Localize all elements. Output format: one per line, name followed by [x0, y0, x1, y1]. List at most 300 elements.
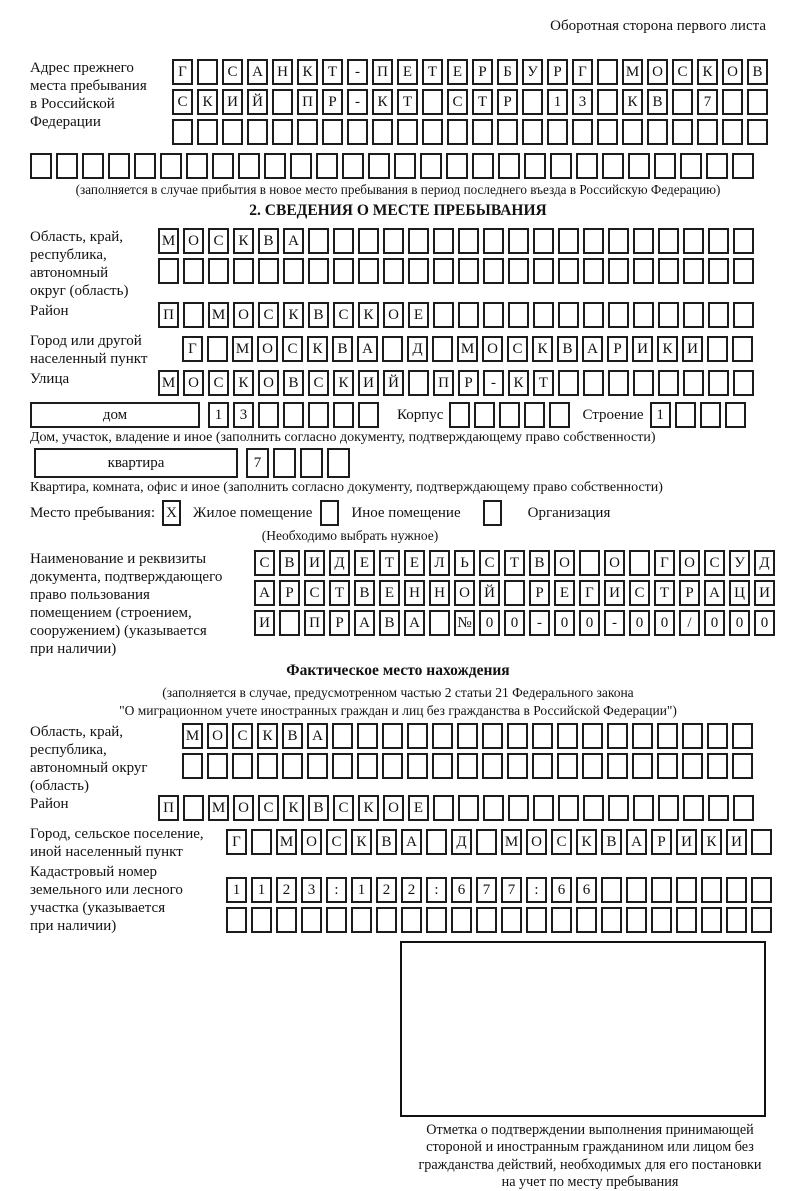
char-cell[interactable]: И: [676, 829, 697, 855]
char-cell[interactable]: [597, 59, 618, 85]
char-cell[interactable]: [633, 228, 654, 254]
char-cell[interactable]: И: [726, 829, 747, 855]
char-cell[interactable]: [283, 258, 304, 284]
char-cell[interactable]: [658, 228, 679, 254]
char-cell[interactable]: [697, 119, 718, 145]
char-cell[interactable]: [183, 302, 204, 328]
char-cell[interactable]: И: [304, 550, 325, 576]
char-cell[interactable]: С: [304, 580, 325, 606]
char-cell[interactable]: Е: [404, 550, 425, 576]
char-cell[interactable]: [433, 228, 454, 254]
char-cell[interactable]: Р: [679, 580, 700, 606]
char-cell[interactable]: [183, 795, 204, 821]
char-cell[interactable]: [732, 153, 754, 179]
char-cell[interactable]: 1: [351, 877, 372, 903]
char-cell[interactable]: [56, 153, 78, 179]
char-cell[interactable]: [426, 907, 447, 933]
char-cell[interactable]: [376, 907, 397, 933]
char-cell[interactable]: [579, 550, 600, 576]
char-cell[interactable]: [272, 119, 293, 145]
char-cell[interactable]: Д: [329, 550, 350, 576]
char-cell[interactable]: 1: [547, 89, 568, 115]
char-cell[interactable]: [701, 907, 722, 933]
char-cell[interactable]: [597, 89, 618, 115]
char-cell[interactable]: [582, 753, 603, 779]
char-cell[interactable]: К: [333, 370, 354, 396]
char-cell[interactable]: Г: [572, 59, 593, 85]
char-cell[interactable]: П: [158, 795, 179, 821]
char-cell[interactable]: [532, 753, 553, 779]
char-cell[interactable]: [476, 907, 497, 933]
char-cell[interactable]: [633, 795, 654, 821]
char-cell[interactable]: [651, 877, 672, 903]
char-cell[interactable]: С: [447, 89, 468, 115]
char-cell[interactable]: И: [754, 580, 775, 606]
char-cell[interactable]: [482, 723, 503, 749]
char-cell[interactable]: [347, 119, 368, 145]
char-cell[interactable]: Н: [272, 59, 293, 85]
char-cell[interactable]: М: [208, 795, 229, 821]
char-cell[interactable]: [522, 89, 543, 115]
char-cell[interactable]: [207, 336, 228, 362]
char-cell[interactable]: С: [222, 59, 243, 85]
char-cell[interactable]: Е: [408, 302, 429, 328]
char-cell[interactable]: [297, 119, 318, 145]
char-cell[interactable]: [732, 753, 753, 779]
char-cell[interactable]: Р: [458, 370, 479, 396]
char-cell[interactable]: [726, 907, 747, 933]
char-cell[interactable]: [701, 877, 722, 903]
char-cell[interactable]: Д: [754, 550, 775, 576]
char-cell[interactable]: Е: [447, 59, 468, 85]
char-cell[interactable]: [30, 153, 52, 179]
char-cell[interactable]: В: [601, 829, 622, 855]
char-cell[interactable]: [483, 795, 504, 821]
char-cell[interactable]: В: [279, 550, 300, 576]
char-cell[interactable]: [326, 907, 347, 933]
char-cell[interactable]: С: [208, 228, 229, 254]
char-cell[interactable]: [212, 153, 234, 179]
char-cell[interactable]: [238, 153, 260, 179]
char-cell[interactable]: [290, 153, 312, 179]
char-cell[interactable]: [108, 153, 130, 179]
char-cell[interactable]: М: [457, 336, 478, 362]
char-cell[interactable]: [457, 753, 478, 779]
char-cell[interactable]: Т: [329, 580, 350, 606]
char-cell[interactable]: [658, 302, 679, 328]
char-cell[interactable]: 0: [504, 610, 525, 636]
char-cell[interactable]: М: [182, 723, 203, 749]
char-cell[interactable]: [608, 228, 629, 254]
char-cell[interactable]: [447, 119, 468, 145]
char-cell[interactable]: У: [729, 550, 750, 576]
char-cell[interactable]: Е: [408, 795, 429, 821]
char-cell[interactable]: [407, 723, 428, 749]
char-cell[interactable]: [676, 907, 697, 933]
char-cell[interactable]: [408, 258, 429, 284]
char-cell[interactable]: [708, 258, 729, 284]
char-cell[interactable]: :: [426, 877, 447, 903]
char-cell[interactable]: С: [704, 550, 725, 576]
char-cell[interactable]: [732, 336, 753, 362]
char-cell[interactable]: П: [297, 89, 318, 115]
char-cell[interactable]: [172, 119, 193, 145]
char-cell[interactable]: [622, 119, 643, 145]
char-cell[interactable]: [316, 153, 338, 179]
char-cell[interactable]: [607, 723, 628, 749]
char-cell[interactable]: [583, 302, 604, 328]
char-cell[interactable]: [420, 153, 442, 179]
char-cell[interactable]: О: [183, 228, 204, 254]
char-cell[interactable]: А: [357, 336, 378, 362]
char-cell[interactable]: [597, 119, 618, 145]
char-cell[interactable]: [383, 228, 404, 254]
char-cell[interactable]: М: [158, 370, 179, 396]
char-cell[interactable]: [197, 119, 218, 145]
char-cell[interactable]: [426, 829, 447, 855]
char-cell[interactable]: :: [326, 877, 347, 903]
char-cell[interactable]: О: [233, 302, 254, 328]
char-cell[interactable]: [300, 448, 323, 478]
char-cell[interactable]: [408, 370, 429, 396]
char-cell[interactable]: С: [172, 89, 193, 115]
char-cell[interactable]: [608, 258, 629, 284]
char-cell[interactable]: [358, 402, 379, 428]
char-cell[interactable]: [368, 153, 390, 179]
char-cell[interactable]: [308, 228, 329, 254]
char-cell[interactable]: 0: [479, 610, 500, 636]
char-cell[interactable]: Р: [497, 89, 518, 115]
char-cell[interactable]: [532, 723, 553, 749]
char-cell[interactable]: [628, 153, 650, 179]
char-cell[interactable]: [504, 580, 525, 606]
char-cell[interactable]: [708, 228, 729, 254]
char-cell[interactable]: [282, 753, 303, 779]
char-cell[interactable]: [458, 302, 479, 328]
stay-type-checkbox-other[interactable]: [320, 500, 339, 526]
char-cell[interactable]: [301, 907, 322, 933]
char-cell[interactable]: С: [208, 370, 229, 396]
char-cell[interactable]: [182, 753, 203, 779]
char-cell[interactable]: К: [622, 89, 643, 115]
char-cell[interactable]: [508, 228, 529, 254]
char-cell[interactable]: И: [604, 580, 625, 606]
char-cell[interactable]: [186, 153, 208, 179]
char-cell[interactable]: 7: [501, 877, 522, 903]
char-cell[interactable]: М: [276, 829, 297, 855]
char-cell[interactable]: [733, 258, 754, 284]
char-cell[interactable]: [394, 153, 416, 179]
char-cell[interactable]: [700, 402, 721, 428]
char-cell[interactable]: [632, 723, 653, 749]
char-cell[interactable]: 2: [401, 877, 422, 903]
char-cell[interactable]: [358, 258, 379, 284]
char-cell[interactable]: В: [332, 336, 353, 362]
char-cell[interactable]: О: [482, 336, 503, 362]
char-cell[interactable]: [382, 723, 403, 749]
char-cell[interactable]: С: [479, 550, 500, 576]
char-cell[interactable]: 1: [208, 402, 229, 428]
char-cell[interactable]: [733, 370, 754, 396]
char-cell[interactable]: [626, 907, 647, 933]
char-cell[interactable]: [272, 89, 293, 115]
char-cell[interactable]: К: [701, 829, 722, 855]
char-cell[interactable]: [433, 795, 454, 821]
char-cell[interactable]: [333, 228, 354, 254]
char-cell[interactable]: 0: [754, 610, 775, 636]
char-cell[interactable]: С: [258, 795, 279, 821]
char-cell[interactable]: [647, 119, 668, 145]
char-cell[interactable]: [333, 258, 354, 284]
char-cell[interactable]: В: [283, 370, 304, 396]
char-cell[interactable]: [332, 753, 353, 779]
char-cell[interactable]: [342, 153, 364, 179]
char-cell[interactable]: [308, 258, 329, 284]
char-cell[interactable]: [557, 753, 578, 779]
char-cell[interactable]: [483, 258, 504, 284]
char-cell[interactable]: П: [433, 370, 454, 396]
char-cell[interactable]: Р: [651, 829, 672, 855]
char-cell[interactable]: [351, 907, 372, 933]
char-cell[interactable]: И: [632, 336, 653, 362]
char-cell[interactable]: [708, 370, 729, 396]
char-cell[interactable]: А: [247, 59, 268, 85]
char-cell[interactable]: [654, 153, 676, 179]
char-cell[interactable]: К: [576, 829, 597, 855]
char-cell[interactable]: [508, 302, 529, 328]
char-cell[interactable]: К: [233, 370, 254, 396]
char-cell[interactable]: П: [304, 610, 325, 636]
char-cell[interactable]: О: [183, 370, 204, 396]
char-cell[interactable]: [633, 370, 654, 396]
char-cell[interactable]: Р: [322, 89, 343, 115]
char-cell[interactable]: [651, 907, 672, 933]
char-cell[interactable]: [558, 258, 579, 284]
char-cell[interactable]: [583, 795, 604, 821]
char-cell[interactable]: [547, 119, 568, 145]
char-cell[interactable]: [601, 907, 622, 933]
char-cell[interactable]: К: [233, 228, 254, 254]
char-cell[interactable]: Р: [329, 610, 350, 636]
char-cell[interactable]: В: [282, 723, 303, 749]
char-cell[interactable]: [707, 753, 728, 779]
char-cell[interactable]: [576, 907, 597, 933]
char-cell[interactable]: [451, 907, 472, 933]
char-cell[interactable]: [483, 302, 504, 328]
char-cell[interactable]: Й: [383, 370, 404, 396]
char-cell[interactable]: А: [354, 610, 375, 636]
char-cell[interactable]: [602, 153, 624, 179]
char-cell[interactable]: [708, 302, 729, 328]
char-cell[interactable]: В: [747, 59, 768, 85]
char-cell[interactable]: №: [454, 610, 475, 636]
char-cell[interactable]: -: [347, 59, 368, 85]
char-cell[interactable]: Е: [397, 59, 418, 85]
char-cell[interactable]: С: [308, 370, 329, 396]
char-cell[interactable]: [632, 753, 653, 779]
char-cell[interactable]: [482, 753, 503, 779]
char-cell[interactable]: И: [358, 370, 379, 396]
char-cell[interactable]: [429, 610, 450, 636]
char-cell[interactable]: С: [551, 829, 572, 855]
char-cell[interactable]: [726, 877, 747, 903]
char-cell[interactable]: -: [347, 89, 368, 115]
char-cell[interactable]: [474, 402, 495, 428]
char-cell[interactable]: Е: [354, 550, 375, 576]
char-cell[interactable]: [533, 258, 554, 284]
char-cell[interactable]: О: [383, 795, 404, 821]
char-cell[interactable]: :: [526, 877, 547, 903]
char-cell[interactable]: [433, 302, 454, 328]
char-cell[interactable]: [657, 723, 678, 749]
char-cell[interactable]: Г: [172, 59, 193, 85]
char-cell[interactable]: Р: [529, 580, 550, 606]
char-cell[interactable]: Н: [404, 580, 425, 606]
char-cell[interactable]: [476, 829, 497, 855]
char-cell[interactable]: [82, 153, 104, 179]
char-cell[interactable]: С: [232, 723, 253, 749]
char-cell[interactable]: С: [672, 59, 693, 85]
char-cell[interactable]: Й: [247, 89, 268, 115]
char-cell[interactable]: [308, 402, 329, 428]
char-cell[interactable]: Д: [451, 829, 472, 855]
char-cell[interactable]: [683, 370, 704, 396]
char-cell[interactable]: 1: [251, 877, 272, 903]
char-cell[interactable]: В: [647, 89, 668, 115]
char-cell[interactable]: [458, 795, 479, 821]
char-cell[interactable]: 7: [697, 89, 718, 115]
char-cell[interactable]: О: [604, 550, 625, 576]
char-cell[interactable]: К: [372, 89, 393, 115]
char-cell[interactable]: [160, 153, 182, 179]
char-cell[interactable]: [247, 119, 268, 145]
char-cell[interactable]: М: [208, 302, 229, 328]
char-cell[interactable]: 7: [246, 448, 269, 478]
char-cell[interactable]: [401, 907, 422, 933]
char-cell[interactable]: [134, 153, 156, 179]
char-cell[interactable]: [533, 795, 554, 821]
char-cell[interactable]: 3: [572, 89, 593, 115]
char-cell[interactable]: [457, 723, 478, 749]
char-cell[interactable]: О: [207, 723, 228, 749]
char-cell[interactable]: К: [697, 59, 718, 85]
char-cell[interactable]: Т: [322, 59, 343, 85]
char-cell[interactable]: Т: [472, 89, 493, 115]
char-cell[interactable]: 3: [233, 402, 254, 428]
char-cell[interactable]: [676, 877, 697, 903]
char-cell[interactable]: [251, 907, 272, 933]
char-cell[interactable]: [449, 402, 470, 428]
char-cell[interactable]: [458, 258, 479, 284]
char-cell[interactable]: О: [554, 550, 575, 576]
char-cell[interactable]: [472, 153, 494, 179]
char-cell[interactable]: [327, 448, 350, 478]
char-cell[interactable]: 0: [579, 610, 600, 636]
char-cell[interactable]: [747, 119, 768, 145]
char-cell[interactable]: [751, 829, 772, 855]
char-cell[interactable]: [508, 258, 529, 284]
char-cell[interactable]: С: [258, 302, 279, 328]
char-cell[interactable]: О: [679, 550, 700, 576]
char-cell[interactable]: [332, 723, 353, 749]
char-cell[interactable]: М: [232, 336, 253, 362]
char-cell[interactable]: Т: [504, 550, 525, 576]
char-cell[interactable]: [558, 302, 579, 328]
char-cell[interactable]: 3: [301, 877, 322, 903]
char-cell[interactable]: А: [283, 228, 304, 254]
char-cell[interactable]: [672, 119, 693, 145]
char-cell[interactable]: О: [258, 370, 279, 396]
char-cell[interactable]: [658, 370, 679, 396]
char-cell[interactable]: [683, 795, 704, 821]
char-cell[interactable]: [732, 723, 753, 749]
char-cell[interactable]: К: [283, 302, 304, 328]
char-cell[interactable]: П: [372, 59, 393, 85]
char-cell[interactable]: К: [257, 723, 278, 749]
char-cell[interactable]: А: [582, 336, 603, 362]
char-cell[interactable]: 2: [376, 877, 397, 903]
char-cell[interactable]: [751, 907, 772, 933]
char-cell[interactable]: Т: [379, 550, 400, 576]
char-cell[interactable]: [382, 753, 403, 779]
char-cell[interactable]: 6: [451, 877, 472, 903]
char-cell[interactable]: [507, 753, 528, 779]
char-cell[interactable]: К: [297, 59, 318, 85]
char-cell[interactable]: Т: [397, 89, 418, 115]
char-cell[interactable]: К: [307, 336, 328, 362]
char-cell[interactable]: 0: [554, 610, 575, 636]
char-cell[interactable]: [558, 228, 579, 254]
char-cell[interactable]: [222, 119, 243, 145]
char-cell[interactable]: [707, 723, 728, 749]
char-cell[interactable]: [458, 228, 479, 254]
char-cell[interactable]: [725, 402, 746, 428]
char-cell[interactable]: [432, 753, 453, 779]
char-cell[interactable]: [422, 89, 443, 115]
char-cell[interactable]: [582, 723, 603, 749]
char-cell[interactable]: В: [376, 829, 397, 855]
char-cell[interactable]: 0: [629, 610, 650, 636]
char-cell[interactable]: С: [507, 336, 528, 362]
char-cell[interactable]: В: [557, 336, 578, 362]
char-cell[interactable]: К: [283, 795, 304, 821]
char-cell[interactable]: Ь: [454, 550, 475, 576]
char-cell[interactable]: О: [526, 829, 547, 855]
char-cell[interactable]: И: [222, 89, 243, 115]
char-cell[interactable]: Г: [654, 550, 675, 576]
char-cell[interactable]: К: [197, 89, 218, 115]
char-cell[interactable]: [408, 228, 429, 254]
char-cell[interactable]: Е: [554, 580, 575, 606]
char-cell[interactable]: Т: [422, 59, 443, 85]
char-cell[interactable]: [524, 402, 545, 428]
char-cell[interactable]: [472, 119, 493, 145]
char-cell[interactable]: [208, 258, 229, 284]
char-cell[interactable]: [558, 370, 579, 396]
char-cell[interactable]: [251, 829, 272, 855]
char-cell[interactable]: Г: [182, 336, 203, 362]
char-cell[interactable]: 0: [654, 610, 675, 636]
char-cell[interactable]: 6: [551, 877, 572, 903]
char-cell[interactable]: [707, 336, 728, 362]
char-cell[interactable]: [432, 336, 453, 362]
char-cell[interactable]: [733, 795, 754, 821]
char-cell[interactable]: [446, 153, 468, 179]
char-cell[interactable]: 1: [226, 877, 247, 903]
char-cell[interactable]: [257, 753, 278, 779]
char-cell[interactable]: Л: [429, 550, 450, 576]
char-cell[interactable]: [507, 723, 528, 749]
